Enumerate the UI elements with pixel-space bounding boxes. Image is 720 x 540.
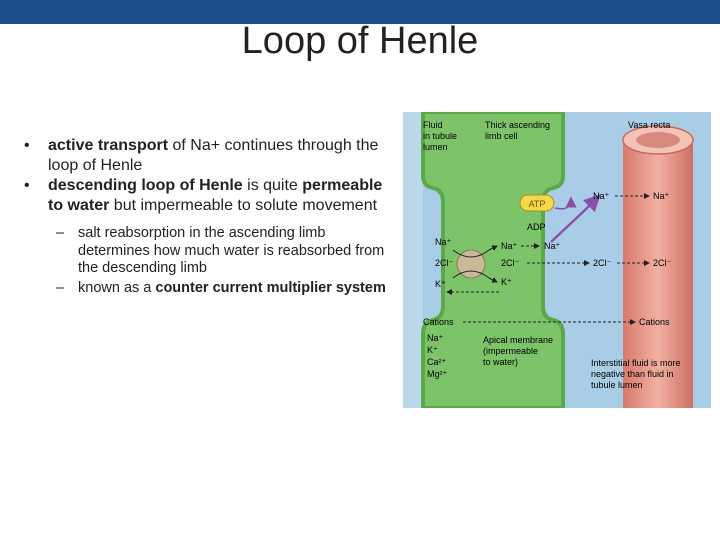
bullet-text: of Na+ continues through the loop of Henle [48, 137, 379, 174]
vasa-recta-lumen [636, 132, 680, 148]
bullet-marker: • [24, 177, 30, 194]
lumen-header-line: lumen [423, 142, 448, 152]
lumen-ion: Ca²⁺ [427, 357, 447, 367]
sub-bullet-marker: – [56, 279, 65, 296]
bullet-bold: active transport [48, 137, 169, 154]
interstitial-note-line: Interstitial fluid is more [591, 358, 681, 368]
cl-lumen-label: 2Cl⁻ [435, 258, 454, 268]
bullet-text: is quite [242, 177, 303, 194]
cations-lumen-label: Cations [423, 317, 454, 327]
loop-of-henle-figure [403, 112, 711, 408]
sub-bullet-text: known as a [78, 279, 156, 296]
lumen-header-line: Fluid [423, 120, 443, 130]
sub-bullet-marker: – [56, 225, 65, 241]
bullet-marker: • [24, 137, 30, 154]
cl-basolateral-label: 2Cl⁻ [593, 258, 612, 268]
cell-header-line: Thick ascending [485, 120, 551, 130]
lumen-ion: Na⁺ [427, 333, 444, 343]
lumen-ion: K⁺ [427, 345, 438, 355]
vasa-header: Vasa recta [628, 120, 671, 130]
atp-label: ATP [528, 199, 546, 209]
interstitial-note-line: tubule lumen [591, 380, 643, 390]
cell-header-line: limb cell [485, 131, 518, 141]
bullet-item [22, 136, 392, 176]
bullet-bold: permeable to water [48, 177, 383, 214]
k-cell-label: K⁺ [501, 277, 512, 287]
na-cell-label-2: Na⁺ [544, 241, 561, 251]
na-basolateral-label: Na⁺ [593, 191, 610, 201]
adp-label: ADP [527, 222, 546, 232]
cl-cell-label: 2Cl⁻ [501, 258, 520, 268]
bullet-list [22, 136, 392, 297]
cations-vasa-label: Cations [639, 317, 670, 327]
apical-label-line: (impermeable [483, 346, 539, 356]
nkcc-cotransporter [457, 250, 485, 278]
bullet-item [22, 176, 392, 216]
lumen-header-line: in tubule [423, 131, 458, 141]
cl-vasa-label: 2Cl⁻ [653, 258, 672, 268]
sub-bullet-bold: counter current multiplier system [155, 279, 386, 296]
na-vasa-label: Na⁺ [653, 191, 670, 201]
sub-bullet-item [22, 225, 392, 278]
apical-label-line: to water) [483, 357, 519, 367]
bullet-bold: descending loop of Henle [48, 177, 243, 194]
na-cell-label: Na⁺ [501, 241, 518, 251]
sub-bullet-item [22, 280, 392, 298]
lumen-ion: Mg²⁺ [427, 369, 448, 379]
lumen-background [403, 112, 423, 408]
slide-title: Loop of Henle [241, 20, 479, 62]
na-lumen-label: Na⁺ [435, 237, 452, 247]
interstitial-note-line: negative than fluid in [591, 369, 674, 379]
k-lumen-label: K⁺ [435, 279, 446, 289]
apical-label-line: Apical membrane [483, 335, 554, 345]
bullet-text: but impermeable to solute movement [109, 197, 378, 214]
sub-bullet-text: salt reabsorption in the ascending limb determines how much water is reabsorbed from the descending limb [78, 225, 385, 276]
